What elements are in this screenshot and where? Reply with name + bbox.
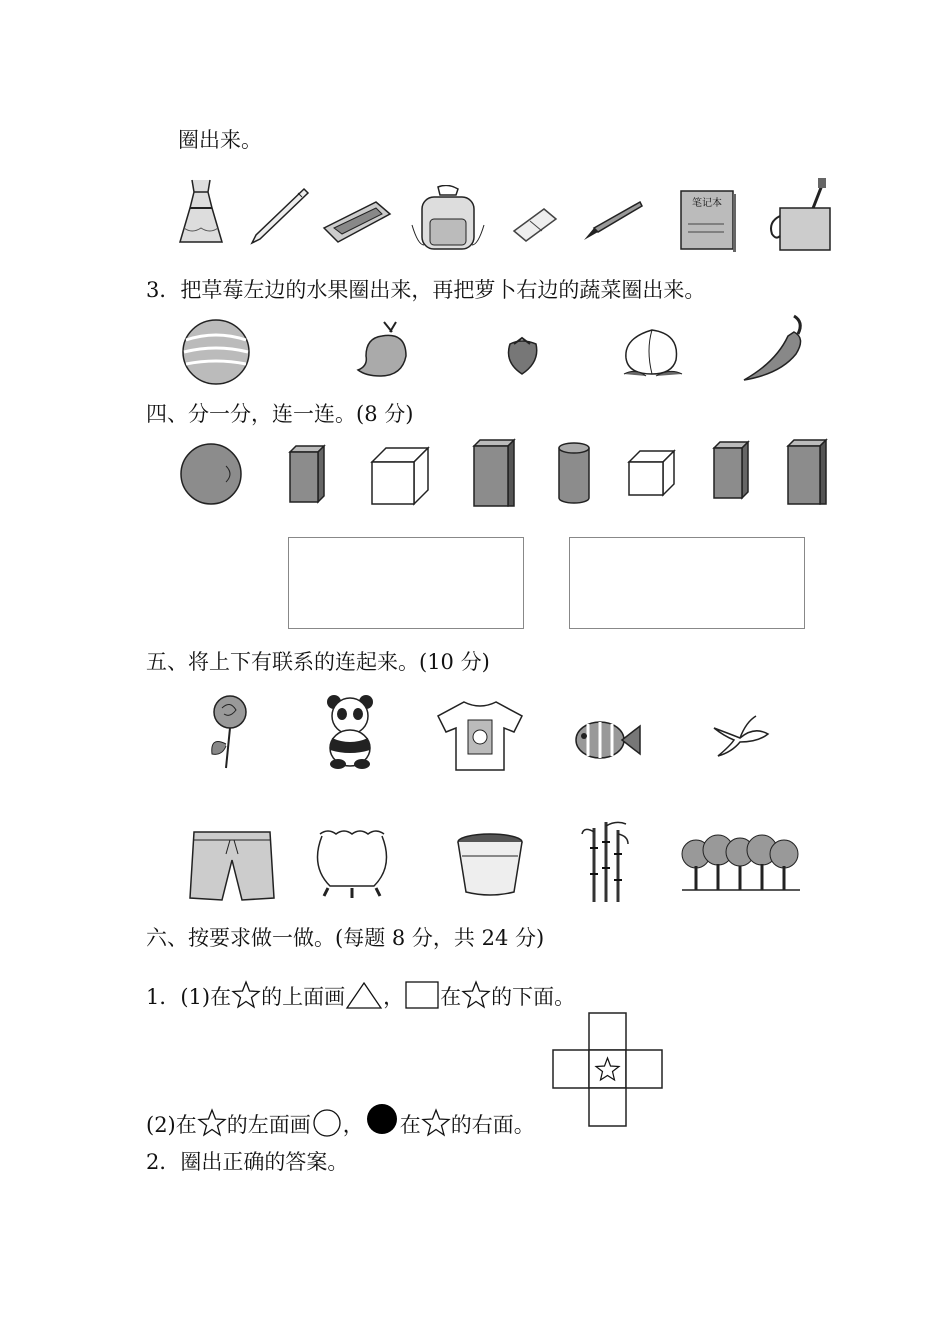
question-6-2-line bbox=[146, 1104, 535, 1139]
cuboid-shape-3 bbox=[784, 438, 828, 506]
t-shirt-picture bbox=[434, 698, 526, 774]
q6-2-part5: 的右面。 bbox=[450, 1113, 535, 1137]
star-icon bbox=[197, 1108, 227, 1138]
answer-box-left[interactable] bbox=[288, 537, 524, 629]
q6-1-part3: ， bbox=[383, 985, 405, 1009]
triangle-icon bbox=[345, 980, 383, 1010]
small-cube-shape bbox=[626, 448, 678, 498]
star-icon bbox=[461, 980, 491, 1010]
cylinder-shape bbox=[556, 440, 592, 506]
q6-1-part4: 在 bbox=[440, 985, 462, 1009]
grid-cell-left[interactable] bbox=[553, 1050, 589, 1088]
grid-cell-bottom[interactable] bbox=[589, 1088, 626, 1126]
question-3-text: 3．把草莓左边的水果圈出来，再把萝卜右边的蔬菜圈出来。 bbox=[146, 278, 706, 302]
panda-picture bbox=[324, 694, 376, 770]
cube-shape bbox=[368, 444, 432, 506]
radish-picture bbox=[354, 318, 412, 380]
watermelon-picture bbox=[180, 318, 252, 386]
tall-cuboid-shape bbox=[286, 442, 326, 504]
q6-2-part4: 在 bbox=[399, 1113, 421, 1137]
q6-1-part1: 1．(1)在 bbox=[146, 985, 232, 1009]
pencil-case-picture bbox=[320, 198, 392, 246]
grid-cell-top[interactable] bbox=[589, 1013, 626, 1050]
q6-2-part3: ， bbox=[342, 1113, 364, 1137]
notebook-label: 笔记本 bbox=[692, 198, 722, 209]
large-cuboid-shape bbox=[470, 438, 518, 508]
pencil-picture bbox=[248, 185, 310, 245]
fish-bowl-picture bbox=[314, 826, 390, 900]
grid-cell-center bbox=[589, 1050, 626, 1088]
square-icon bbox=[404, 980, 440, 1010]
answer-box-right[interactable] bbox=[569, 537, 805, 629]
section-6-title: 六、按要求做一做。(每题 8 分，共 24 分) bbox=[146, 926, 545, 950]
notebook-picture bbox=[678, 188, 738, 254]
tall-cuboid-shape-2 bbox=[710, 440, 750, 500]
strawberry-picture bbox=[500, 334, 542, 376]
fish-picture bbox=[572, 714, 642, 764]
dress-picture bbox=[172, 178, 230, 246]
filled-circle-icon bbox=[364, 1104, 400, 1138]
shorts-picture bbox=[188, 826, 276, 904]
peach-picture bbox=[616, 324, 686, 382]
question-6-2-title: 2．圈出正确的答案。 bbox=[146, 1150, 349, 1174]
chili-pepper-picture bbox=[740, 312, 812, 384]
circle-icon bbox=[311, 1108, 343, 1138]
flower-pot-picture bbox=[454, 832, 526, 898]
star-icon bbox=[421, 1108, 451, 1138]
rose-picture bbox=[204, 694, 254, 770]
swallow-bird-picture bbox=[710, 712, 770, 758]
toothbrush-cup-picture bbox=[766, 176, 836, 256]
grid-cell-right[interactable] bbox=[626, 1050, 662, 1088]
star-icon bbox=[231, 980, 261, 1010]
eraser-picture bbox=[510, 205, 560, 243]
q6-2-part1: (2)在 bbox=[146, 1113, 197, 1137]
fountain-pen-picture bbox=[580, 198, 644, 244]
sphere-shape bbox=[178, 440, 246, 508]
q6-1-part5: 的下面。 bbox=[491, 985, 576, 1009]
section-5-title: 五、将上下有联系的连起来。(10 分) bbox=[146, 650, 490, 674]
bamboo-picture bbox=[580, 818, 630, 904]
section-4-title: 四、分一分，连一连。(8 分) bbox=[146, 402, 414, 426]
cross-grid bbox=[552, 1012, 664, 1128]
q2-tail-text: 圈出来。 bbox=[178, 128, 262, 152]
forest-picture bbox=[680, 832, 802, 894]
q6-1-part2: 的上面画 bbox=[261, 985, 346, 1009]
q6-2-part2: 的左面画 bbox=[226, 1113, 311, 1137]
question-6-1-line bbox=[146, 980, 575, 1011]
backpack-picture bbox=[408, 185, 488, 253]
